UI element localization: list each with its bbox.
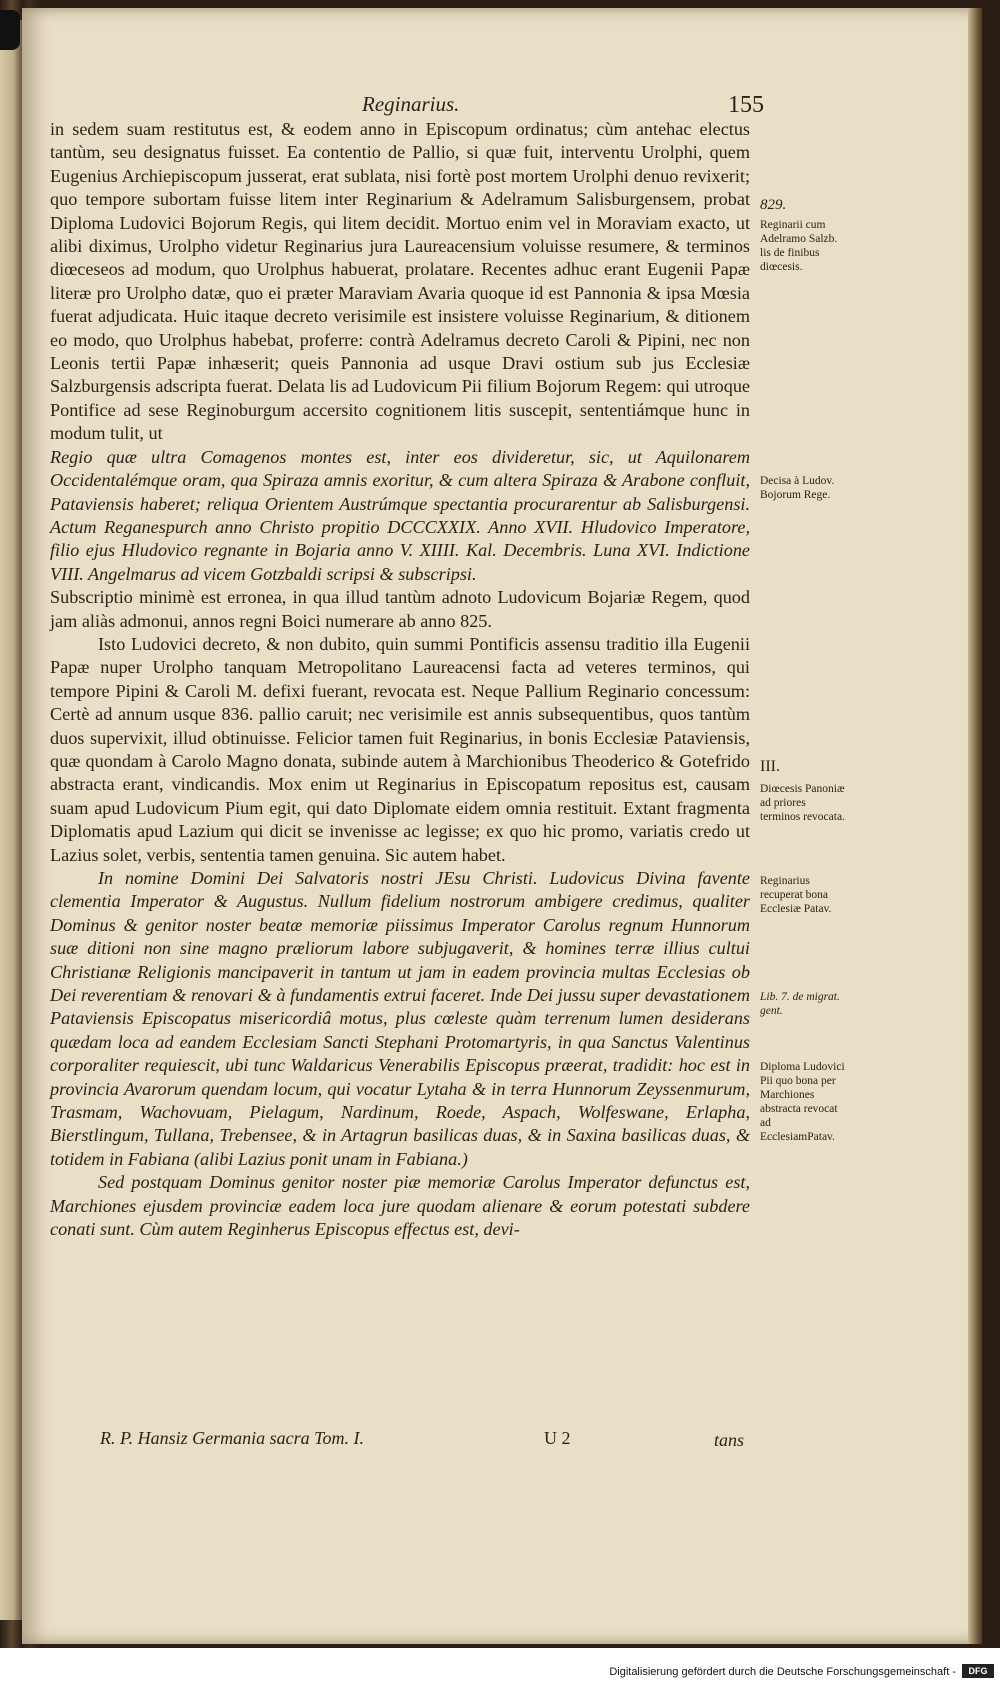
book-page [22,8,982,1644]
paragraph: in sedem suam restitutus est, & eodem anno in Episcopum ordinatus; cùm antehac electus tantùm, seu designatus fuisset. Ea contentio de Pallio, si quæ fuit, interventu Urolphi, quem Eugenius Archiepiscopum jusserat, erat sublata, nisi fortè post mortem Urolphi denuo revixerit; quo tempore subortam fuisse litem inter Reginarium & Adelramum Salisburgensem, probat Diploma Ludovici Bojorum Regis, qui litem decidit. Mortuo enim vel in Moraviam exacto, ut alibi diximus, Urolpho videtur Reginarius jura Laureacensium voluisse resumere, & terminos diœceseos ad modum, quo Urolphus habuerat, prolatare. Recentes adhuc erant Eugenii Papæ literæ pro Urolpho datæ, quo ei præter Maraviam Avaria quoque id est Pannonia & ipsa Mœsia fuerat adjudicata. Huic itaque decreto verisimile est insistere voluisse Reginarium, & ditionem eo modo, quo Urolphus habebat, proferre: contrà Adelramus decreto Caroli & Pipini, nec non Leonis tertii Papæ inhæserit; queis Pannonia ad usque Dravi ostium sub jus Ecclesiæ Salzburgensis adscripta fuerat. Delata lis ad Ludovicum Pii filium Bojorum Regem: qui utroque Pontifice ad sese Reginoburgum accersito cognitionem litis suscepit, sententiámque hunc in modum tulit, ut [50,119,750,444]
running-head: Reginarius. [362,92,460,116]
page-fore-edge [968,8,982,1644]
paragraph: Isto Ludovici decreto, & non dubito, quin summi Pontificis assensu traditio illa Eugenii Papæ nuper Urolpho tanquam Metropolitano Laureacensi facta ad veteres terminos, qui tempore Pipini & Caroli M. defixi fuerant, revocata est. Neque Pallium Reginario concessum: Certè ad annum usque 836. pallio caruit; nec verisimile est annis subsequentibus, quos tantùm duos supervixit, illud obtinuisse. Felicior tamen fuit Reginarius, in bonis Ecclesiæ Pataviensis, quæ quondam à Carolo Magno donata, subinde autem à Marchionibus Theoderico & Gotefrido abstracta erant, vindicandis. Mox enim ut Reginarius in Episcopatum repositus est, causam suam apud Ludovicum Pium egit, qui dato Diplomate eidem omnia restituit. Extant fragmenta Diplomatis apud Lazium qui dicit se invenisse ac legisse; ex quo hic promo, variatis credo ut Lazius solet, verbis, sententia tamen genuina. Sic autem habet. [50,633,750,865]
facing-page-edge [0,20,22,1620]
paragraph-quote: Regio quæ ultra Comagenos montes est, inter eos divideretur, sic, ut Aquilonarem Occidentalémque oram, qua Spiraza amnis exoritur, & cum altera Spiraza & Arabone confluit, Pataviensis haberet; reliqua Orientem Austrúmque spectantia procurarentur ab Salisburgensi. Actum Reganespurch anno Christo propitio DCCCXXIX. Anno XVII. Hludovico Imperatore, filio ejus Hludovico regnante in Bojaria anno V. XIIII. Kal. Decembris. Luna XVI. Indictione VIII. Angelmarus ad vicem Gotzbaldi scripsi & subscripsi. [50,446,750,584]
margin-note-section: III. [760,758,780,775]
margin-note-reference: Lib. 7. de migrat. gent. [760,991,840,1017]
margin-note: Diploma Ludovici Pii quo bona per Marchiones abstracta revocat ad EcclesiamPatav. [760,1061,845,1143]
margin-note: Reginarius recuperat bona Ecclesiæ Patav. [760,875,832,915]
page-number: 155 [728,92,764,118]
margin-note: Diœcesis Panoniæ ad priores terminos revocata. [760,783,845,823]
paragraph: Subscriptio minimè est erronea, in qua illud tantùm adnoto Ludovicum Bojariæ Regem, quod jam aliàs admonui, annos regni Boici numerare ab anno 825. [50,587,750,631]
footer-signature-mark: U 2 [544,1428,571,1448]
dfg-logo-icon: DFG [962,1664,994,1678]
margin-note: Reginarii cum Adelramo Salzb. lis de finibus diœcesis. [760,219,838,273]
body-text [50,118,750,1242]
paragraph-diploma: Sed postquam Dominus genitor noster piæ memoriæ Carolus Imperator defunctus est, Marchiones ejusdem provinciæ eadem loca jure quodam alienare & eorum potestati subdere conati sunt. Cùm autem Reginherus Episcopus effectus est, devi- [50,1172,750,1240]
funding-credit: Digitalisierung gefördert durch die Deutsche Forschungsgemeinschaft - [609,1666,956,1678]
footer-author-line: R. P. Hansiz Germania sacra Tom. I. [100,1428,365,1448]
margin-note: Decisa à Ludov. Bojorum Rege. [760,475,835,501]
paragraph-diploma: In nomine Domini Dei Salvatoris nostri JEsu Christi. Ludovicus Divina favente clementia Imperator & Augustus. Nullum fidelium nostrorum ambigere credimus, qualiter Dominus & genitor noster beatæ memoriæ piissimus Imperator Carolus regnum Hunnorum suæ ditioni non sine magno præliorum labore subjugaverit, & homines terræ illius cultui Christianæ Religionis mancipaverit in tantum ut jam in eadem provincia multas Ecclesias ob Dei reverentiam & renovari & à fundamentis extrui faceret. Inde Dei jussu super devastationem Pataviensis Episcopatus misericordiâ motus, plus cœleste quàm terrenum lumen desiderans quædam loca ad eandem Ecclesiam Sancti Stephani Protomartyris, in qua Sanctus Valentinus corporaliter requiescit, ubi tunc Waldaricus Venerabilis Episcopus præerat, tradidit: hoc est in provincia Avarorum quendam locum, qui vocatur Lytaha & in terra Hunnorum Zeyssenmurum, Trasmam, Wachovuam, Pielagum, Nardinum, Roede, Aspach, Wolfeswane, Erlapha, Bierstlingum, Tullana, Trebensee, & in Artagrun basilicas duas, & in Saxina basilicas duas, & totidem in Fabiana (alibi Lazius ponit unam in Fabiana.) [50,868,750,1169]
margin-note-year: 829. [760,197,787,213]
binding-strip [0,10,20,50]
footer-catchword: tans [714,1430,745,1450]
